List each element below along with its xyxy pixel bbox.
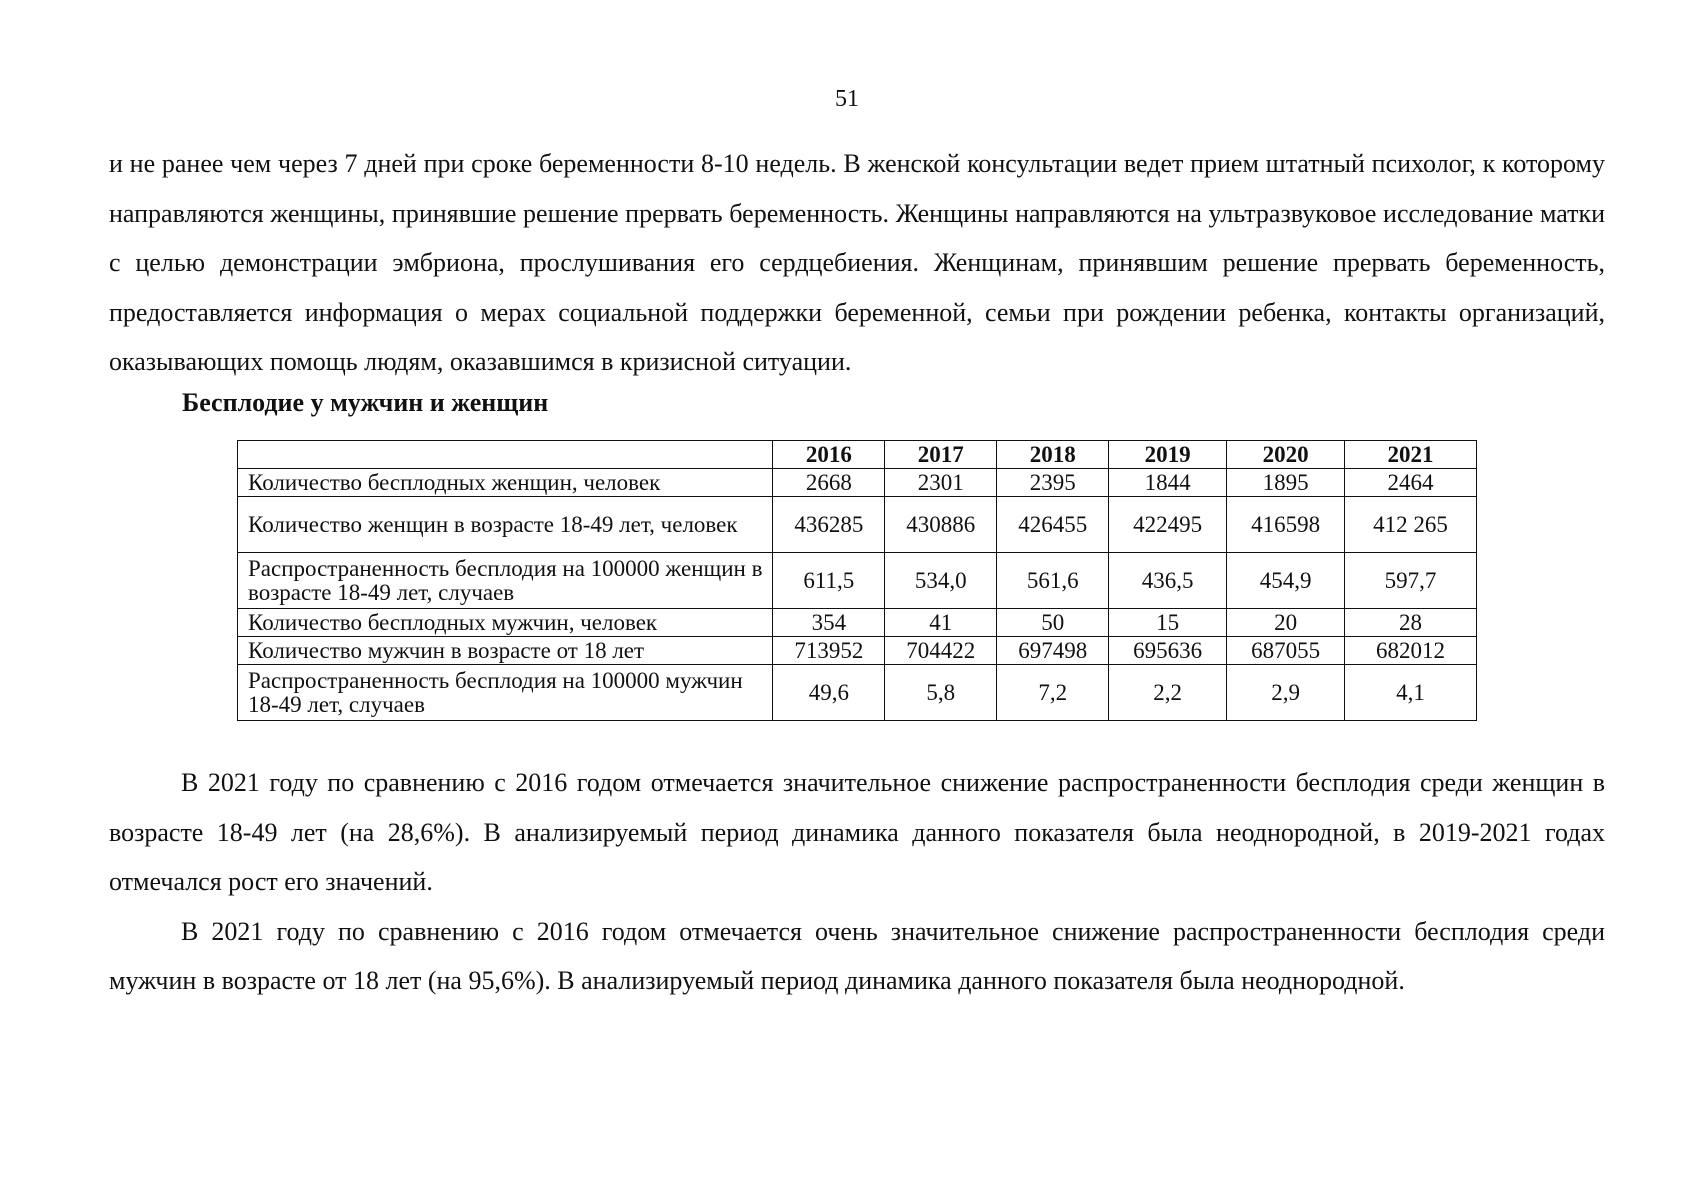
table-cell: 50 (997, 609, 1109, 637)
intro-paragraph: и не ранее чем через 7 дней при сроке беременности 8-10 недель. В женской консультации ведет прием штатный психолог, к которому направляются женщины, принявшие решение прервать беременность. Женщины направляются на ультразвуковое исследование матки с целью демонстрации эмбриона, прослушивания его сердцебиения. Женщинам, принявшим решение прервать беременность, предоставляется информация о мерах социальной поддержки беременной, семьи при рождении ребенка, контакты организаций, оказывающих помощь людям, оказавшимся в кризисной ситуации. (109, 149, 1605, 376)
table-cell: 7,2 (997, 665, 1109, 721)
table-cell: 1844 (1109, 469, 1227, 497)
table-cell: 436,5 (1109, 553, 1227, 609)
table-cell: 5,8 (885, 665, 997, 721)
table-cell: 354 (773, 609, 885, 637)
row-label: Распространенность бесплодия на 100000 женщин в возрасте 18-49 лет, случаев (238, 553, 773, 609)
table-corner-cell (238, 441, 773, 469)
table-row (238, 609, 1477, 637)
row-label: Количество женщин в возрасте 18-49 лет, человек (238, 497, 773, 553)
table-cell: 695636 (1109, 637, 1227, 665)
year-header: 2018 (997, 441, 1109, 469)
table-row (238, 553, 1477, 609)
table-cell: 713952 (773, 637, 885, 665)
table-cell: 534,0 (885, 553, 997, 609)
table-cell: 436285 (773, 497, 885, 553)
table-cell: 697498 (997, 637, 1109, 665)
table-cell: 430886 (885, 497, 997, 553)
table-cell: 422495 (1109, 497, 1227, 553)
table-cell: 611,5 (773, 553, 885, 609)
year-header: 2016 (773, 441, 885, 469)
table-row (238, 469, 1477, 497)
row-label: Количество бесплодных женщин, человек (238, 469, 773, 497)
table-cell: 2668 (773, 469, 885, 497)
table-cell: 412 265 (1345, 497, 1477, 553)
table-cell: 49,6 (773, 665, 885, 721)
analysis-text-block (109, 758, 1605, 1006)
table-cell: 416598 (1227, 497, 1345, 553)
infertility-table (237, 440, 1477, 721)
paragraph-women: В 2021 году по сравнению с 2016 годом отмечается значительное снижение распространенности бесплодия среди женщин в возрасте 18-49 лет (на 28,6%). В анализируемый период динамика данного показателя была неоднородной, в 2019-2021 годах отмечался рост его значений. (109, 768, 1605, 896)
row-label: Распространенность бесплодия на 100000 мужчин 18-49 лет, случаев (238, 665, 773, 721)
table-cell: 28 (1345, 609, 1477, 637)
year-header: 2019 (1109, 441, 1227, 469)
table-cell: 426455 (997, 497, 1109, 553)
table-cell: 1895 (1227, 469, 1345, 497)
table-cell: 4,1 (1345, 665, 1477, 721)
table-cell: 41 (885, 609, 997, 637)
paragraph-men: В 2021 году по сравнению с 2016 годом отмечается очень значительное снижение распространенности бесплодия среди мужчин в возрасте от 18 лет (на 95,6%). В анализируемый период динамика данного показателя была неоднородной. (109, 916, 1605, 995)
table-cell: 2395 (997, 469, 1109, 497)
table-row (238, 665, 1477, 721)
row-label: Количество бесплодных мужчин, человек (238, 609, 773, 637)
table-cell: 2,9 (1227, 665, 1345, 721)
table-row (238, 637, 1477, 665)
row-label: Количество мужчин в возрасте от 18 лет (238, 637, 773, 665)
page-number: 51 (835, 86, 859, 112)
table-cell: 20 (1227, 609, 1345, 637)
table-cell: 561,6 (997, 553, 1109, 609)
table-row (238, 497, 1477, 553)
section-heading: Бесплодие у мужчин и женщин (182, 388, 549, 417)
intro-text-block (109, 139, 1605, 387)
table-cell: 454,9 (1227, 553, 1345, 609)
table-cell: 2301 (885, 469, 997, 497)
table-cell: 682012 (1345, 637, 1477, 665)
year-header: 2017 (885, 441, 997, 469)
table-cell: 687055 (1227, 637, 1345, 665)
table-cell: 15 (1109, 609, 1227, 637)
table-cell: 704422 (885, 637, 997, 665)
table-cell: 2464 (1345, 469, 1477, 497)
table-header-row (238, 441, 1477, 469)
table-cell: 597,7 (1345, 553, 1477, 609)
year-header: 2020 (1227, 441, 1345, 469)
table-cell: 2,2 (1109, 665, 1227, 721)
year-header: 2021 (1345, 441, 1477, 469)
